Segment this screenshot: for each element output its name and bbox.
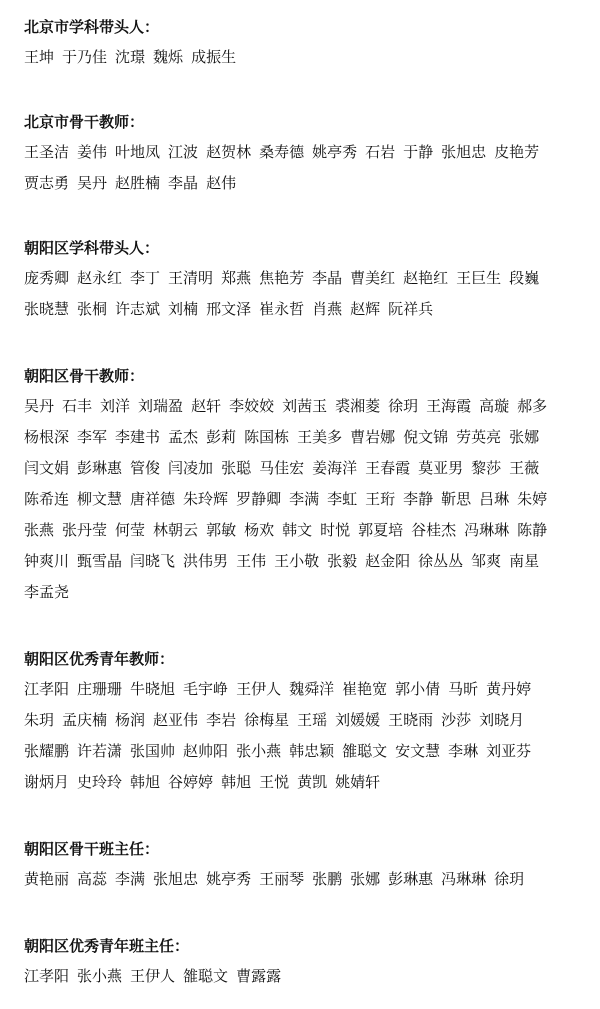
person-name: 马昕 (448, 680, 479, 698)
person-name: 张娜 (350, 870, 381, 888)
person-name: 李军 (77, 428, 108, 446)
name-line (24, 168, 584, 199)
person-name: 张晓慧 (24, 300, 70, 318)
person-name: 韩文 (282, 521, 313, 539)
person-name: 张耀鹏 (24, 742, 70, 760)
person-name: 李孟尧 (24, 583, 70, 601)
name-line (24, 767, 584, 798)
person-name: 毛宇峥 (183, 680, 229, 698)
section-spacer (24, 895, 584, 931)
person-name: 杨欢 (244, 521, 275, 539)
document (24, 12, 584, 992)
honor-section (24, 931, 584, 992)
person-name: 李琳 (448, 742, 479, 760)
name-line (24, 453, 584, 484)
person-name: 赵永红 (77, 269, 123, 287)
person-name: 皮艳芳 (494, 143, 540, 161)
person-name: 张国帅 (130, 742, 176, 760)
person-name: 陈静 (517, 521, 548, 539)
person-name: 姚亭秀 (312, 143, 358, 161)
person-name: 劳英亮 (456, 428, 502, 446)
honor-section (24, 12, 584, 73)
person-name: 张燕 (24, 521, 55, 539)
person-name: 朱婷 (517, 490, 548, 508)
person-name: 江孝阳 (24, 680, 70, 698)
person-name: 姜海洋 (312, 459, 358, 477)
person-name: 郭小倩 (395, 680, 441, 698)
person-name: 成振生 (191, 48, 237, 66)
person-name: 王珩 (365, 490, 396, 508)
person-name: 许志斌 (115, 300, 161, 318)
person-name: 阮祥兵 (388, 300, 434, 318)
person-name: 李晶 (168, 174, 199, 192)
person-name: 徐玥 (388, 397, 419, 415)
person-name: 刘茜玉 (282, 397, 328, 415)
person-name: 朱玲辉 (183, 490, 229, 508)
person-name: 张毅 (327, 552, 358, 570)
person-name: 甄雪晶 (77, 552, 123, 570)
person-name: 马佳宏 (259, 459, 305, 477)
person-name: 徐玥 (494, 870, 525, 888)
person-name: 王薇 (509, 459, 540, 477)
person-name: 王伊人 (130, 967, 176, 985)
person-name: 曹美红 (350, 269, 396, 287)
person-name: 朱玥 (24, 711, 55, 729)
person-name: 管俊 (130, 459, 161, 477)
person-name: 张旭忠 (153, 870, 199, 888)
person-name: 陈国栋 (244, 428, 290, 446)
person-name: 于静 (403, 143, 434, 161)
person-name: 洪伟男 (183, 552, 229, 570)
person-name: 李建书 (115, 428, 161, 446)
section-spacer (24, 608, 584, 644)
person-name: 刘瑞盈 (138, 397, 184, 415)
person-name: 于乃佳 (62, 48, 108, 66)
person-name: 崔永哲 (259, 300, 305, 318)
person-name: 莫亚男 (418, 459, 464, 477)
person-name: 刘媛媛 (335, 711, 381, 729)
person-name: 赵帅阳 (183, 742, 229, 760)
person-name: 唐祥德 (130, 490, 176, 508)
person-name: 王丽琴 (259, 870, 305, 888)
person-name: 石丰 (62, 397, 93, 415)
person-name: 王伟 (236, 552, 267, 570)
person-name: 王悦 (259, 773, 290, 791)
person-name: 庄珊珊 (77, 680, 123, 698)
person-name: 魏烁 (153, 48, 184, 66)
person-name: 赵贺林 (206, 143, 252, 161)
person-name: 沈璟 (115, 48, 146, 66)
person-name: 刘洋 (100, 397, 131, 415)
person-name: 谢炳月 (24, 773, 70, 791)
person-name: 柳文慧 (77, 490, 123, 508)
person-name: 郝多 (517, 397, 548, 415)
name-line (24, 263, 584, 294)
person-name: 林朝云 (153, 521, 199, 539)
person-name: 韩旭 (221, 773, 252, 791)
name-line (24, 546, 584, 577)
section-spacer (24, 325, 584, 361)
person-name: 何莹 (115, 521, 146, 539)
person-name: 张桐 (77, 300, 108, 318)
person-name: 闫晓飞 (130, 552, 176, 570)
person-name: 张小燕 (77, 967, 123, 985)
person-name: 杨根深 (24, 428, 70, 446)
person-name: 钟爽川 (24, 552, 70, 570)
person-name: 杨润 (115, 711, 146, 729)
person-name: 孟庆楠 (62, 711, 108, 729)
person-name: 贾志勇 (24, 174, 70, 192)
person-name: 王海霞 (426, 397, 472, 415)
honor-section (24, 107, 584, 199)
person-name: 江波 (168, 143, 199, 161)
person-name: 谷桂杰 (411, 521, 457, 539)
person-name: 王美多 (297, 428, 343, 446)
person-name: 李满 (115, 870, 146, 888)
person-name: 石岩 (365, 143, 396, 161)
person-name: 李满 (289, 490, 320, 508)
person-name: 张丹莹 (62, 521, 108, 539)
name-line (24, 515, 584, 546)
name-line (24, 577, 584, 608)
person-name: 曹露露 (236, 967, 282, 985)
person-name: 张娜 (509, 428, 540, 446)
name-line (24, 137, 584, 168)
section-spacer (24, 798, 584, 834)
person-name: 王伊人 (236, 680, 282, 698)
person-name: 雒聪文 (342, 742, 388, 760)
person-name: 姚亭秀 (206, 870, 252, 888)
name-line (24, 705, 584, 736)
person-name: 邢文泽 (206, 300, 252, 318)
person-name: 闫文娟 (24, 459, 70, 477)
person-name: 王巨生 (456, 269, 502, 287)
person-name: 王春霞 (365, 459, 411, 477)
person-name: 王晓雨 (388, 711, 434, 729)
person-name: 姚婧轩 (335, 773, 381, 791)
person-name: 赵胜楠 (115, 174, 161, 192)
person-name: 南星 (509, 552, 540, 570)
person-name: 黎莎 (471, 459, 502, 477)
person-name: 靳思 (441, 490, 472, 508)
person-name: 郭夏培 (358, 521, 404, 539)
name-line (24, 391, 584, 422)
name-line (24, 961, 584, 992)
person-name: 张聪 (221, 459, 252, 477)
name-line (24, 674, 584, 705)
person-name: 王小敬 (274, 552, 320, 570)
person-name: 高璇 (479, 397, 510, 415)
name-line (24, 422, 584, 453)
person-name: 李丁 (130, 269, 161, 287)
person-name: 赵金阳 (365, 552, 411, 570)
person-name: 彭琳惠 (77, 459, 123, 477)
person-name: 沙莎 (441, 711, 472, 729)
person-name: 冯琳琳 (464, 521, 510, 539)
person-name: 赵辉 (350, 300, 381, 318)
person-name: 王圣洁 (24, 143, 70, 161)
person-name: 牛晓旭 (130, 680, 176, 698)
person-name: 许若潇 (77, 742, 123, 760)
section-heading: 朝阳区优秀青年班主任： (24, 937, 190, 955)
section-spacer (24, 199, 584, 233)
section-spacer (24, 73, 584, 107)
person-name: 庞秀卿 (24, 269, 70, 287)
person-name: 高蕊 (77, 870, 108, 888)
person-name: 冯琳琳 (441, 870, 487, 888)
section-heading: 朝阳区骨干教师： (24, 367, 145, 385)
person-name: 叶地凤 (115, 143, 161, 161)
name-line (24, 42, 584, 73)
person-name: 赵亚伟 (153, 711, 199, 729)
name-line (24, 864, 584, 895)
person-name: 谷婷婷 (168, 773, 214, 791)
person-name: 赵轩 (191, 397, 222, 415)
person-name: 李姣姣 (229, 397, 275, 415)
person-name: 王坤 (24, 48, 55, 66)
person-name: 彭琳惠 (388, 870, 434, 888)
person-name: 肖燕 (312, 300, 343, 318)
person-name: 段巍 (509, 269, 540, 287)
person-name: 闫凌加 (168, 459, 214, 477)
person-name: 姜伟 (77, 143, 108, 161)
person-name: 郭敏 (206, 521, 237, 539)
person-name: 罗静卿 (236, 490, 282, 508)
person-name: 徐丛丛 (418, 552, 464, 570)
section-heading: 朝阳区学科带头人： (24, 239, 160, 257)
honor-section (24, 834, 584, 895)
person-name: 吕琳 (479, 490, 510, 508)
person-name: 吴丹 (77, 174, 108, 192)
person-name: 李晶 (312, 269, 343, 287)
honor-section (24, 361, 584, 608)
person-name: 刘楠 (168, 300, 199, 318)
person-name: 黄丹婷 (486, 680, 532, 698)
person-name: 徐梅星 (244, 711, 290, 729)
person-name: 邹爽 (471, 552, 502, 570)
honor-section (24, 233, 584, 325)
name-line (24, 294, 584, 325)
person-name: 张旭忠 (441, 143, 487, 161)
person-name: 刘亚芬 (486, 742, 532, 760)
person-name: 李虹 (327, 490, 358, 508)
person-name: 张小燕 (236, 742, 282, 760)
person-name: 郑燕 (221, 269, 252, 287)
person-name: 王瑶 (297, 711, 328, 729)
person-name: 裘湘菱 (335, 397, 381, 415)
section-heading: 朝阳区优秀青年教师： (24, 650, 175, 668)
section-heading: 北京市骨干教师： (24, 113, 145, 131)
person-name: 赵伟 (206, 174, 237, 192)
person-name: 曹岩娜 (350, 428, 396, 446)
person-name: 安文慧 (395, 742, 441, 760)
person-name: 孟杰 (168, 428, 199, 446)
person-name: 崔艳宽 (342, 680, 388, 698)
person-name: 韩旭 (130, 773, 161, 791)
person-name: 李静 (403, 490, 434, 508)
person-name: 倪文锦 (403, 428, 449, 446)
person-name: 彭莉 (206, 428, 237, 446)
person-name: 李岩 (206, 711, 237, 729)
person-name: 黄凯 (297, 773, 328, 791)
honor-section (24, 644, 584, 798)
person-name: 史玲玲 (77, 773, 123, 791)
person-name: 韩忠颖 (289, 742, 335, 760)
person-name: 赵艳红 (403, 269, 449, 287)
name-line (24, 736, 584, 767)
person-name: 黄艳丽 (24, 870, 70, 888)
person-name: 雒聪文 (183, 967, 229, 985)
person-name: 焦艳芳 (259, 269, 305, 287)
person-name: 陈希连 (24, 490, 70, 508)
person-name: 刘晓月 (479, 711, 525, 729)
person-name: 江孝阳 (24, 967, 70, 985)
section-heading: 北京市学科带头人： (24, 18, 160, 36)
section-heading: 朝阳区骨干班主任： (24, 840, 160, 858)
person-name: 桑寿德 (259, 143, 305, 161)
person-name: 张鹏 (312, 870, 343, 888)
name-line (24, 484, 584, 515)
person-name: 王清明 (168, 269, 214, 287)
person-name: 魏舜洋 (289, 680, 335, 698)
person-name: 吴丹 (24, 397, 55, 415)
person-name: 时悦 (320, 521, 351, 539)
